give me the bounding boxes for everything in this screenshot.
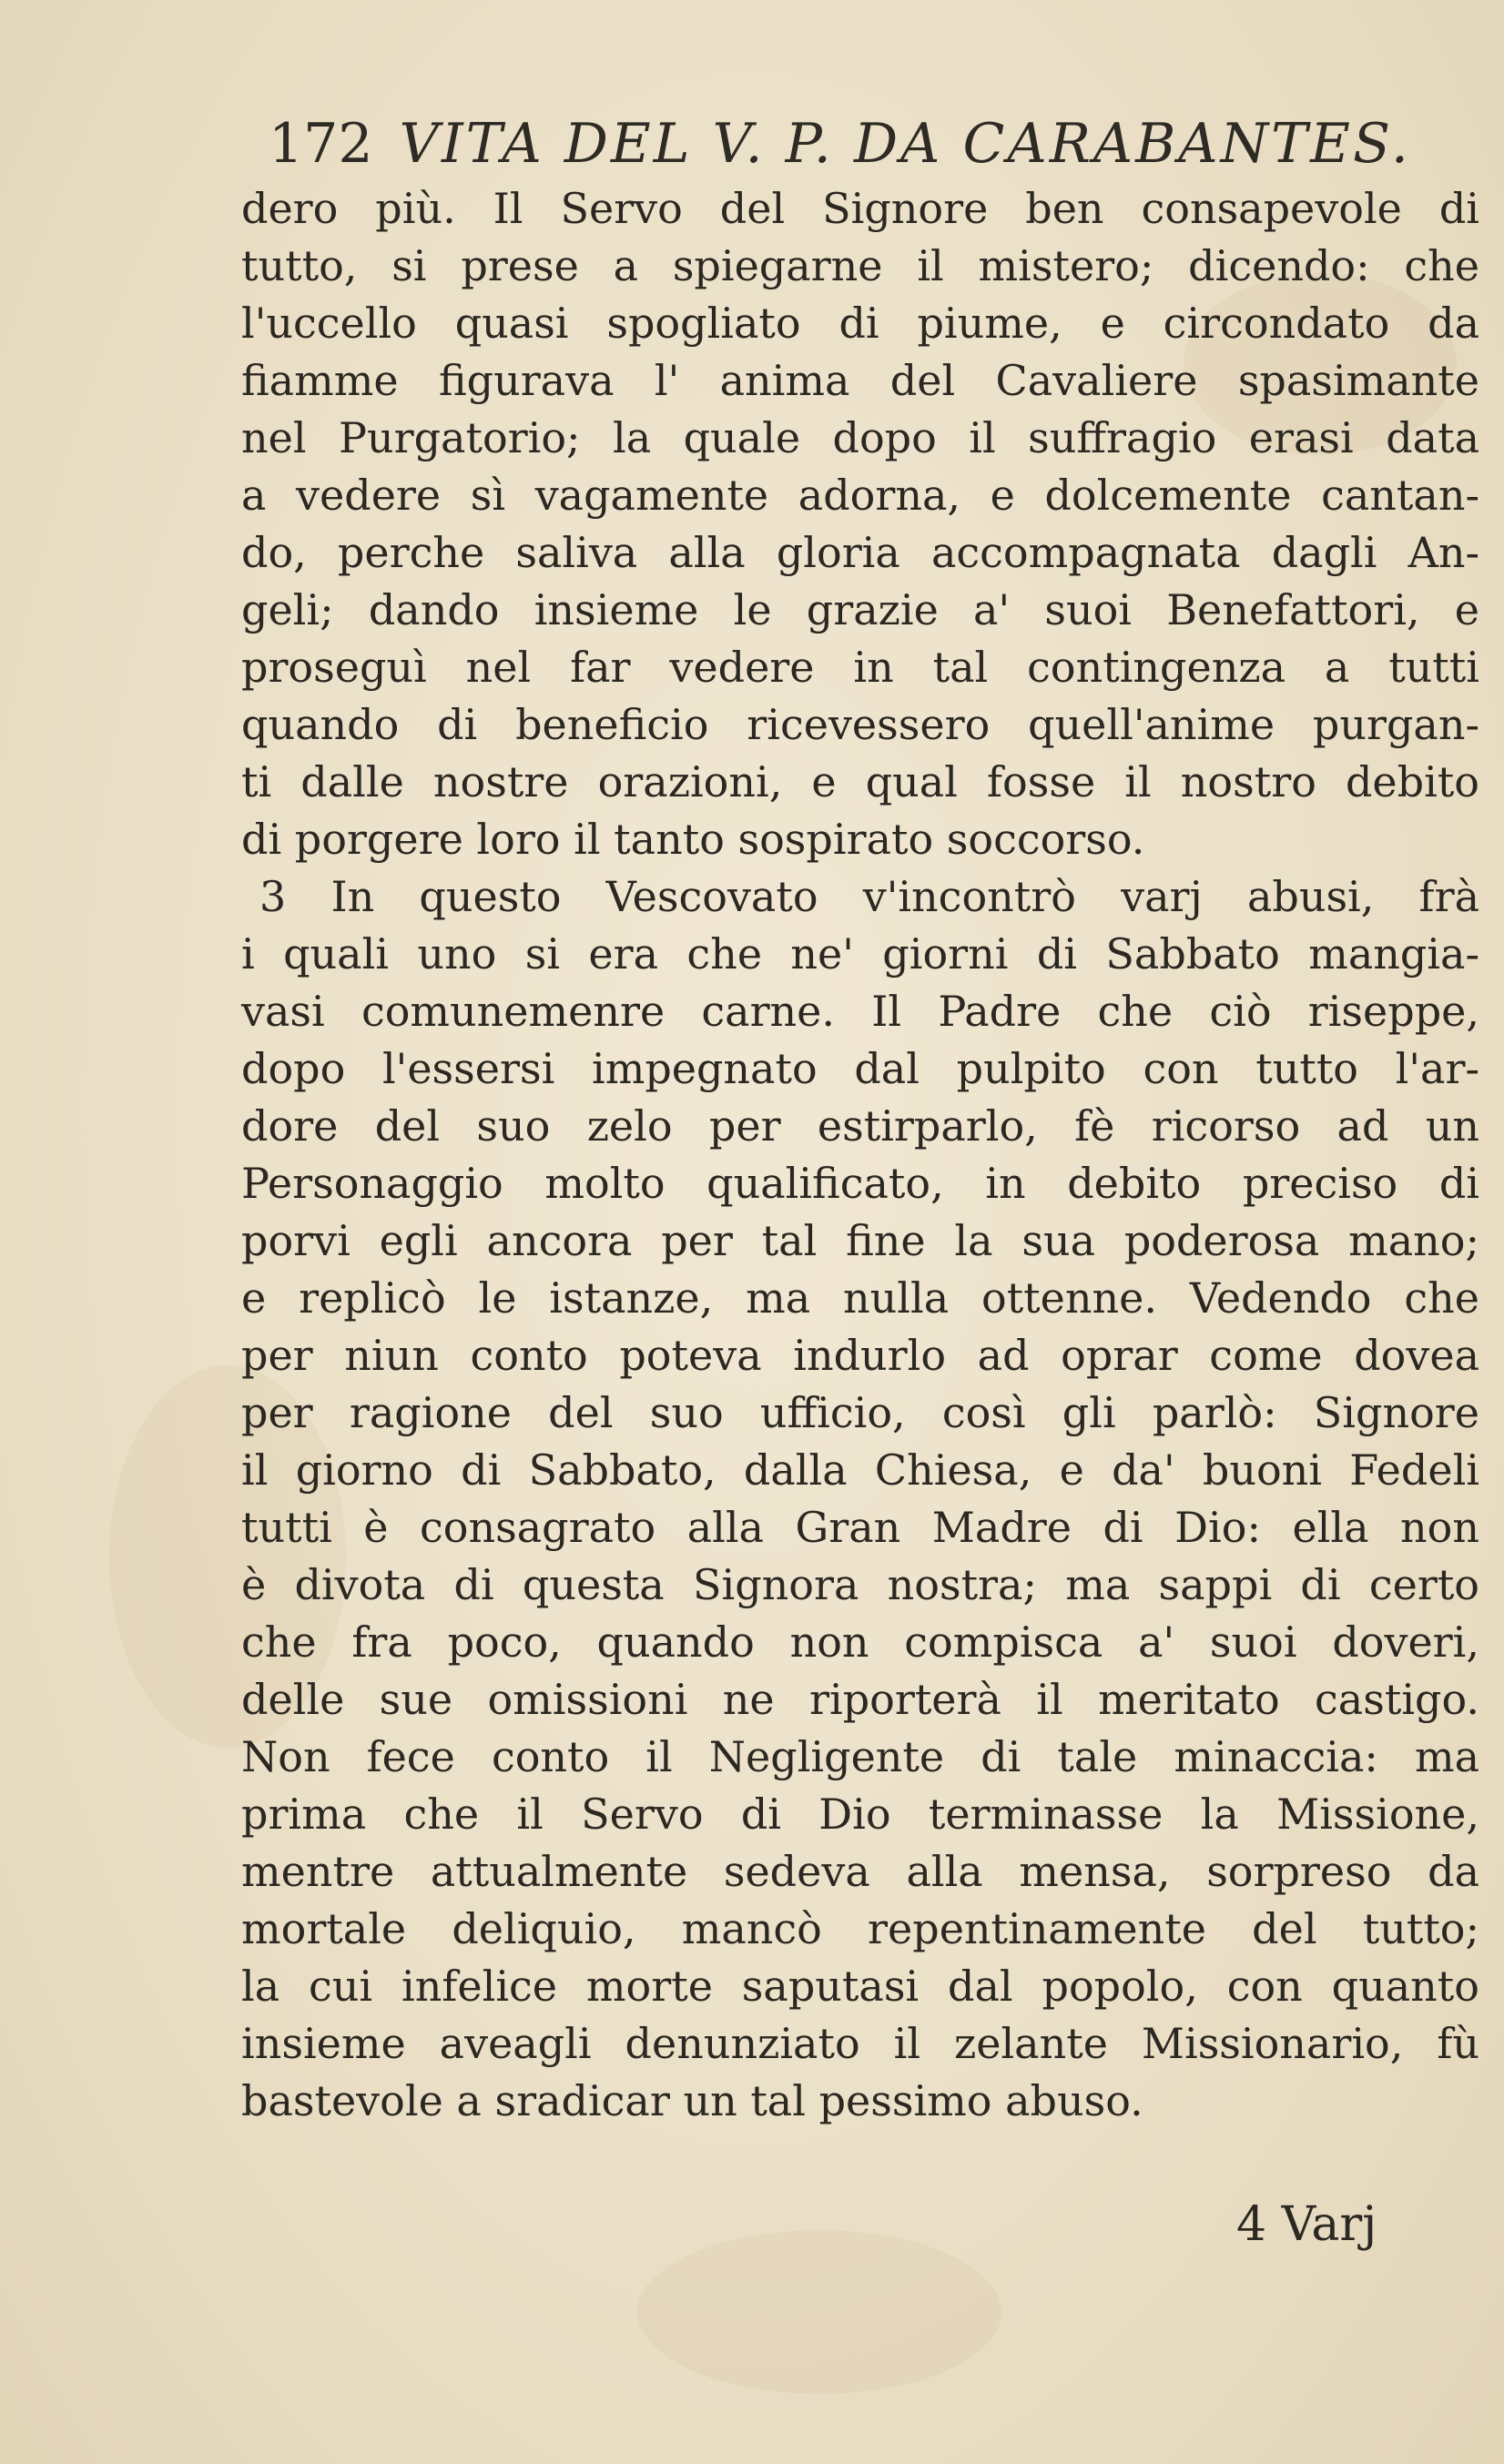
text-line: dero più. Il Servo del Signore ben consapevole di xyxy=(241,184,1479,233)
text-line: Non fece conto il Negligente di tale minaccia: ma xyxy=(241,1732,1479,1781)
text-line: mentre attualmente sedeva alla mensa, sorpreso da xyxy=(241,1847,1479,1896)
text-line: 3 In questo Vescovato v'incontrò varj abusi, frà xyxy=(259,872,1479,921)
text-line: l'uccello quasi spogliato di piume, e circondato da xyxy=(241,299,1479,348)
text-line: prima che il Servo di Dio terminasse la Missione, xyxy=(241,1790,1479,1839)
text-line: fiamme figurava l' anima del Cavaliere spasimante xyxy=(241,356,1479,405)
text-line: bastevole a sradicar un tal pessimo abuso. xyxy=(241,2076,1143,2125)
text-line: per niun conto poteva indurlo ad oprar come dovea xyxy=(241,1331,1479,1380)
text-line: tutti è consagrato alla Gran Madre di Dio: ella non xyxy=(241,1503,1479,1552)
text-line: ti dalle nostre orazioni, e qual fosse il nostro debito xyxy=(241,757,1479,806)
text-line: mortale deliquio, mancò repentinamente del tutto; xyxy=(241,1904,1479,1953)
text-line: che fra poco, quando non compisca a' suoi doveri, xyxy=(241,1617,1479,1667)
text-line: di porgere loro il tanto sospirato soccorso. xyxy=(241,815,1145,864)
text-line: tutto, si prese a spiegarne il mistero; dicendo: che xyxy=(241,241,1479,290)
text-line: proseguì nel far vedere in tal contingenza a tutti xyxy=(241,643,1479,692)
text-line: dopo l'essersi impegnato dal pulpito con tutto l'ar- xyxy=(241,1044,1479,1093)
text-line: è divota di questa Signora nostra; ma sappi di certo xyxy=(241,1560,1479,1609)
text-line: vasi comunemenre carne. Il Padre che ciò riseppe, xyxy=(241,987,1479,1036)
body-text xyxy=(241,180,1479,2130)
text-line: porvi egli ancora per tal fine la sua poderosa mano; xyxy=(241,1216,1479,1265)
text-line: e replicò le istanze, ma nulla ottenne. Vedendo che xyxy=(241,1273,1479,1323)
text-line: Personaggio molto qualificato, in debito preciso di xyxy=(241,1159,1479,1208)
text-line: quando di beneficio ricevessero quell'anime purgan- xyxy=(241,700,1479,749)
text-line: insieme aveagli denunziato il zelante Missionario, fù xyxy=(241,2019,1479,2068)
page-number: 172 xyxy=(269,112,373,176)
text-line: per ragione del suo ufficio, così gli parlò: Signore xyxy=(241,1388,1479,1437)
running-header xyxy=(269,107,1452,180)
text-line: la cui infelice morte saputasi dal popolo, con quanto xyxy=(241,1962,1479,2011)
paper-stain xyxy=(637,2230,1001,2394)
text-line: i quali uno si era che ne' giorni di Sabbato mangia- xyxy=(241,929,1479,979)
text-line: dore del suo zelo per estirparlo, fè ricorso ad un xyxy=(241,1101,1479,1151)
text-line: a vedere sì vagamente adorna, e dolcemente cantan- xyxy=(241,471,1479,520)
text-line: il giorno di Sabbato, dalla Chiesa, e da' buoni Fedeli xyxy=(241,1445,1479,1495)
text-line: nel Purgatorio; la quale dopo il suffragio erasi data xyxy=(241,413,1479,462)
text-line: delle sue omissioni ne riporterà il meritato castigo. xyxy=(241,1675,1479,1724)
running-title: VITA DEL V. P. DA CARABANTES. xyxy=(399,112,1411,176)
catchword: 4 Varj xyxy=(1236,2197,1377,2252)
text-line: do, perche saliva alla gloria accompagnata dagli An- xyxy=(241,528,1479,577)
text-line: geli; dando insieme le grazie a' suoi Benefattori, e xyxy=(241,585,1479,634)
